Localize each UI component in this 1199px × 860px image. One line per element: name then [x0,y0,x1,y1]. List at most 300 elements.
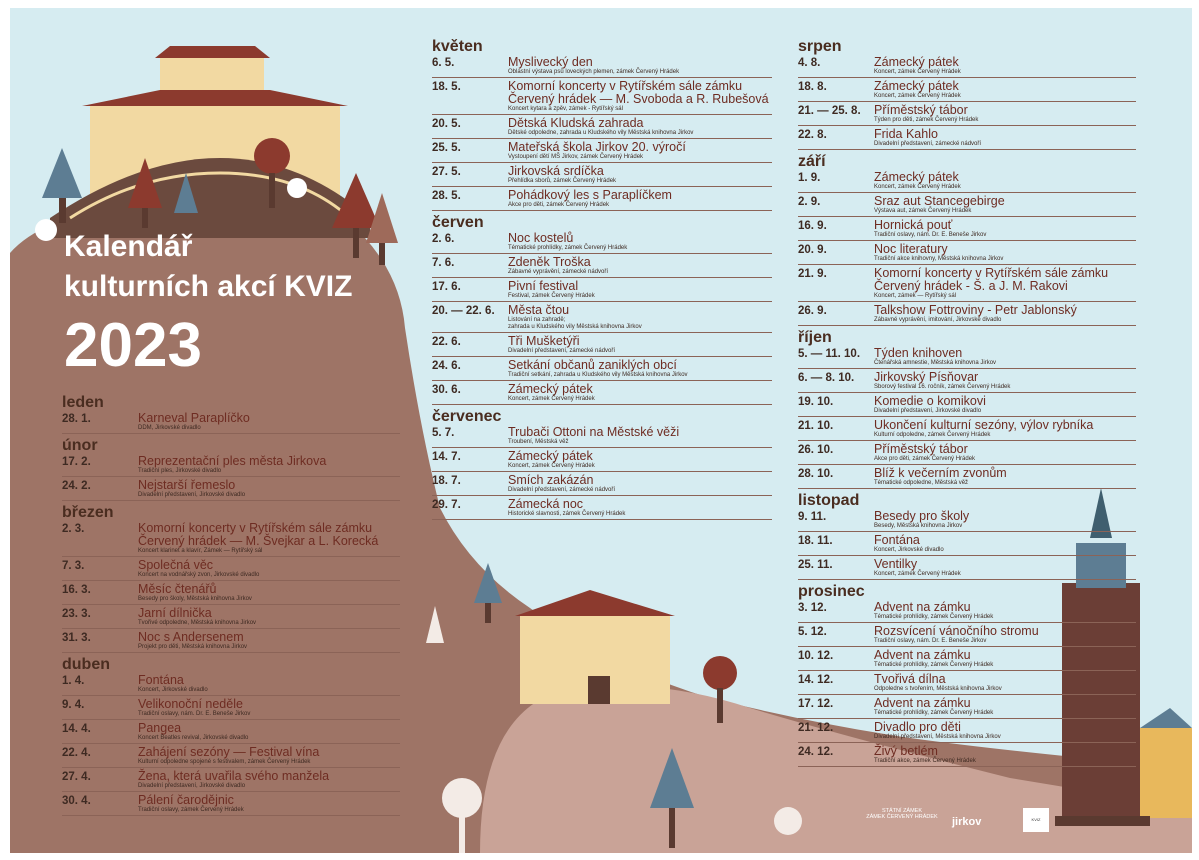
event-detail: Týden pro děti, zámek Červený Hrádek [874,117,979,123]
event-row [798,625,1136,647]
month-heading: únor [62,437,98,454]
event-date: 1. 4. [62,675,85,687]
event-date: 2. 3. [62,523,85,535]
poster-title: Kalendář [64,230,193,263]
event-name: Noc literatury [874,242,948,256]
event-name: Města čtou [508,303,570,317]
event-name: Zámecký pátek [508,382,593,396]
month-heading: červenec [432,408,502,425]
event-row [62,794,400,816]
event-row [62,698,400,720]
event-date: 21. 10. [798,420,834,432]
event-detail: Koncert, zámek Červený Hrádek [874,93,961,99]
event-name: Pivní festival [508,279,579,293]
calendar-column-1 [62,391,400,818]
event-name: Trubači Ottoni na Městské věži [508,425,680,439]
event-row [62,722,400,744]
event-row [798,371,1136,393]
event-detail: Odpoledne s tvořením, Městská knihovna Jirkov [874,686,1002,692]
event-body [508,426,772,446]
event-name: Frida Kahlo [874,127,938,141]
event-detail: Koncert kytara a zpěv, zámek - Rytířský sál [508,106,623,112]
event-detail: Tradiční oslavy, nám. Dr. E. Beneše Jirkov [138,711,251,717]
event-name: Setkání občanů zaniklých obcí [508,358,677,372]
event-date: 21. — 25. 8. [798,105,861,117]
event-date: 25. 5. [432,142,461,154]
event-body [508,450,772,470]
event-name: Divadlo pro děti [874,720,961,734]
event-date: 6. 5. [432,57,455,69]
event-body [508,232,772,252]
event-row [798,219,1136,241]
event-row [798,195,1136,217]
castle-logo-line2: ZÁMEK ČERVENÝ HRÁDEK [866,814,938,820]
event-detail: Historické slavnosti, zámek Červený Hrádek [508,511,626,517]
event-row [798,558,1136,580]
event-row [798,419,1136,441]
event-name: Jirkovská srdíčka [508,164,604,178]
event-date: 2. 9. [798,196,821,208]
event-detail: Divadelní představení, zámecké nádvoří [508,487,616,493]
event-name: Fontána [874,533,920,547]
event-date: 22. 8. [798,129,827,141]
event-date: 18. 8. [798,81,827,93]
event-row [798,128,1136,150]
event-detail: Koncert, zámek Červený Hrádek [508,463,595,469]
event-detail: Sborový festival 16. ročník, zámek Červený Hrádek [874,384,1011,390]
event-row [432,165,772,187]
event-detail: Kulturní odpoledne, zámek Červený Hrádek [874,432,991,438]
event-detail: Kulturní odpoledne spojené s festivalem, zámek Červený Hrádek [138,759,311,765]
event-body [138,794,400,814]
event-name: Ukončení kulturní sezóny, výlov rybníka [874,418,1094,432]
event-name: Společná věc [138,558,214,572]
event-body [874,558,1136,578]
event-body [874,534,1136,554]
event-detail: Tradiční oslavy, nám. Dr. E. Beneše Jirkov [874,638,987,644]
event-row [798,649,1136,671]
event-row [432,80,772,115]
event-date: 21. 12. [798,722,834,734]
event-name: Myslivecký den [508,55,593,69]
event-detail: Tradiční setkání, zahrada u Kludského vily Městská knihovna Jirkov [508,372,688,378]
event-row [62,583,400,605]
event-body [138,522,400,555]
event-row [798,534,1136,556]
event-body [874,128,1136,148]
event-body [508,498,772,518]
event-name: Hornická pouť [874,218,953,232]
event-body [138,698,400,718]
event-date: 5. 12. [798,626,827,638]
event-detail: Tradiční akce, zámek Červený Hrádek [874,758,976,764]
event-detail: Divadelní představení, Jirkovské divadlo [138,783,246,789]
event-row [798,243,1136,265]
event-name: Příměstský tábor [874,103,968,117]
event-row [62,522,400,557]
event-detail: Čtenářská amnestie, Městská knihovna Jirkov [874,360,997,366]
event-detail: Divadelní představení, Jirkovské divadlo [138,492,246,498]
event-row [432,232,772,254]
event-detail: Tradiční oslavy, zámek Červený Hrádek [138,807,244,813]
event-name: Dětská Kludská zahrada [508,116,644,130]
event-date: 9. 11. [798,511,827,523]
event-body [508,383,772,403]
event-name: Zámecký pátek [874,170,959,184]
event-date: 4. 8. [798,57,821,69]
event-name-line2: Červený hrádek — M. Svoboda a R. Rubešová [508,92,769,106]
event-date: 21. 9. [798,268,827,280]
event-name: Zámecký pátek [874,55,959,69]
event-body [874,697,1136,717]
jirkov-logo: jirkov [952,816,982,828]
event-name: Ventilky [874,557,918,571]
event-detail: Tématické prohlídky, zámek Červený Hrádek [874,710,994,716]
event-date: 30. 4. [62,795,91,807]
event-row [432,335,772,357]
event-row [432,383,772,405]
event-body [508,80,772,113]
event-body [138,412,400,432]
event-detail: Přehlídka sborů, zámek Červený Hrádek [508,178,617,184]
event-body [508,165,772,185]
event-body [138,722,400,742]
event-name: Žena, která uvařila svého manžela [138,769,330,783]
event-detail: Projekt pro děti, Městská knihovna Jirkov [138,644,248,650]
event-name: Zahájení sezóny — Festival vína [138,745,320,759]
event-body [874,745,1136,765]
event-body [508,117,772,137]
event-detail: Divadelní představení, Jirkovské divadlo [874,408,982,414]
event-detail: Koncert, zámek — Rytířský sál [874,293,957,299]
month-heading: srpen [798,38,842,55]
event-body [874,304,1136,324]
event-detail: Oblastní výstava psů loveckých plemen, zámek Červený Hrádek [508,69,680,75]
event-name: Tvořivá dílna [874,672,946,686]
event-date: 27. 4. [62,771,91,783]
event-date: 28. 10. [798,468,834,480]
event-body [874,649,1136,669]
event-detail: Vystoupení dětí MŠ Jirkov, zámek Červený Hrádek [508,154,644,160]
event-detail: Troubení, Městská věž [508,439,569,445]
event-name: Zámecký pátek [874,79,959,93]
event-date: 1. 9. [798,172,821,184]
event-row [62,631,400,653]
event-body [874,371,1136,391]
event-name: Besedy pro školy [874,509,970,523]
event-date: 18. 7. [432,475,461,487]
event-body [508,304,772,331]
event-name: Pálení čarodějnic [138,793,234,807]
event-body [508,141,772,161]
event-date: 28. 5. [432,190,461,202]
event-detail: Divadelní představení, zámecké nádvoří [508,348,616,354]
event-name: Komedie o komikovi [874,394,986,408]
event-date: 3. 12. [798,602,827,614]
event-detail: Dětské odpoledne, zahrada u Kludského vily Městská knihovna Jirkov [508,130,694,136]
month-heading: říjen [798,329,832,346]
event-body [508,256,772,276]
event-detail-line2: zahrada u Kludského vily Městská knihovna Jirkov [508,324,642,330]
event-detail: Koncert Beatles revival, Jirkovské divadlo [138,735,249,741]
event-name: Mateřská škola Jirkov 20. výročí [508,140,686,154]
event-row [798,697,1136,719]
event-name: Živý betlém [874,744,938,758]
event-date: 14. 7. [432,451,461,463]
event-body [138,559,400,579]
event-date: 18. 11. [798,535,833,547]
event-date: 23. 3. [62,608,91,620]
event-row [62,559,400,581]
castle-logo [866,808,938,820]
event-body [138,583,400,603]
event-detail: Divadelní představení, zámecké nádvoří [874,141,982,147]
event-row [798,267,1136,302]
event-detail: Koncert, zámek Červený Hrádek [874,184,961,190]
event-name: Reprezentační ples města Jirkova [138,454,327,468]
event-name: Komorní koncerty v Rytířském sále zámku [874,266,1109,280]
event-body [874,625,1136,645]
event-date: 24. 2. [62,480,91,492]
event-date: 27. 5. [432,166,461,178]
event-name: Tři Mušketýři [508,334,580,348]
event-name: Advent na zámku [874,696,971,710]
event-body [874,104,1136,124]
event-row [432,498,772,520]
month-heading: září [798,153,826,170]
event-row [432,474,772,496]
event-name: Advent na zámku [874,648,971,662]
month-heading: červen [432,214,484,231]
event-name: Rozsvícení vánočního stromu [874,624,1039,638]
event-row [62,674,400,696]
month-heading: prosinec [798,583,865,600]
castle-logo-line1: STÁTNÍ ZÁMEK [881,808,923,814]
event-detail: Koncert, Jirkovské divadlo [874,547,944,553]
event-date: 5. 7. [432,427,455,439]
event-name: Nejstarší řemeslo [138,478,236,492]
event-date: 10. 12. [798,650,834,662]
event-date: 29. 7. [432,499,461,511]
event-detail: Koncert na vodnářský zvon, Jirkovské divadlo [138,572,260,578]
event-row [798,467,1136,489]
event-row [432,304,772,333]
event-name: Velikonoční neděle [138,697,243,711]
event-detail: Tématické prohlídky, zámek Červený Hrádek [874,614,994,620]
event-name: Noc s Andersenem [138,630,244,644]
event-date: 16. 3. [62,584,91,596]
event-detail: Výstava aut, zámek Červený Hrádek [874,208,972,214]
event-name: Blíž k večerním zvonům [874,466,1007,480]
event-detail: Zábavné vyprávění, zámecké nádvoří [508,269,609,275]
event-date: 19. 10. [798,396,834,408]
month-heading: leden [62,394,104,411]
event-row [62,455,400,477]
event-detail: Tradiční akce knihovny, Městská knihovna Jirkov [874,256,1004,262]
event-body [874,347,1136,367]
event-date: 24. 12. [798,746,834,758]
event-detail: Besedy, Městská knihovna Jirkov [874,523,963,529]
event-body [138,631,400,651]
event-row [798,673,1136,695]
event-detail: Divadelní představení, Městská knihovna Jirkov [874,734,1001,740]
event-detail: Zábavné vyprávění, imitování, Jirkovské divadlo [874,317,1002,323]
poster-year: 2023 [64,311,202,380]
month-heading: březen [62,504,114,521]
event-date: 24. 6. [432,360,461,372]
event-name: Jarní dílnička [138,606,212,620]
event-name: Fontána [138,673,184,687]
event-row [432,359,772,381]
event-date: 17. 2. [62,456,91,468]
event-row [432,426,772,448]
event-name: Pangea [138,721,182,735]
event-date: 7. 3. [62,560,85,572]
event-date: 31. 3. [62,632,91,644]
manor-illustration [515,590,675,704]
event-body [874,419,1136,439]
event-date: 9. 4. [62,699,85,711]
event-body [138,746,400,766]
event-row [432,189,772,211]
event-row [798,395,1136,417]
event-date: 7. 6. [432,257,455,269]
event-row [798,347,1136,369]
event-detail: Koncert, zámek Červený Hrádek [508,396,595,402]
event-date: 20. 5. [432,118,461,130]
event-body [138,607,400,627]
event-detail: Tématické prohlídky, zámek Červený Hrádek [874,662,994,668]
event-date: 18. 5. [432,81,461,93]
event-name: Pohádkový les s Paraplíčkem [508,188,672,202]
event-body [874,673,1136,693]
event-row [432,117,772,139]
event-body [874,171,1136,191]
event-row [62,412,400,434]
event-detail: Tvořivé odpoledne, Městská knihovna Jirkov [138,620,257,626]
event-name: Zámecký pátek [508,449,593,463]
event-row [798,721,1136,743]
poster-subtitle: kulturních akcí KVIZ [64,270,353,303]
event-row [798,510,1136,532]
event-detail: Listování na zahradě; [508,317,566,323]
event-detail: DDM, Jirkovské divadlo [138,425,201,431]
event-date: 25. 11. [798,559,833,571]
event-date: 17. 12. [798,698,834,710]
event-detail: Tématické prohlídky, zámek Červený Hrádek [508,245,628,251]
event-name: Příměstský tábor [874,442,968,456]
event-name: Komorní koncerty v Rytířském sále zámku [508,79,743,93]
event-body [874,195,1136,215]
event-body [508,280,772,300]
month-heading: duben [62,656,110,673]
calendar-column-2 [432,35,772,522]
event-body [874,443,1136,463]
event-body [508,189,772,209]
event-date: 22. 4. [62,747,91,759]
event-name: Smích zakázán [508,473,594,487]
event-date: 2. 6. [432,233,455,245]
event-row [798,56,1136,78]
event-name: Komorní koncerty v Rytířském sále zámku [138,521,373,535]
event-row [798,104,1136,126]
event-date: 16. 9. [798,220,827,232]
event-name: Advent na zámku [874,600,971,614]
event-row [62,479,400,501]
event-body [138,479,400,499]
event-body [874,80,1136,100]
event-body [874,243,1136,263]
event-row [798,601,1136,623]
event-name: Týden knihoven [874,346,963,360]
event-name: Jirkovský Písňovar [874,370,979,384]
event-row [798,304,1136,326]
event-detail: Koncert klarinet a klavír, Zámek — Rytířský sál [138,548,263,554]
event-name: Zdeněk Troška [508,255,591,269]
event-row [798,171,1136,193]
event-date: 14. 4. [62,723,91,735]
event-detail: Akce pro děti, zámek Červený Hrádek [874,456,976,462]
event-row [798,443,1136,465]
event-body [874,601,1136,621]
event-body [874,467,1136,487]
event-detail: Koncert, zámek Červený Hrádek [874,571,961,577]
event-body [508,359,772,379]
event-row [432,256,772,278]
event-row [62,607,400,629]
event-name: Noc kostelů [508,231,574,245]
event-name: Zámecká noc [508,497,584,511]
event-date: 6. — 8. 10. [798,372,855,384]
event-row [432,280,772,302]
event-body [874,721,1136,741]
event-body [138,674,400,694]
event-detail: Besedy pro školy, Městská knihovna Jirkov [138,596,252,602]
event-name: Karneval Paraplíčko [138,411,250,425]
event-body [874,510,1136,530]
event-body [874,56,1136,76]
calendar-column-3 [798,35,1136,769]
event-date: 20. — 22. 6. [432,305,495,317]
event-detail: Tradiční oslavy, nám. Dr. E. Beneše Jirkov [874,232,987,238]
event-detail: Koncert, Jirkovské divadlo [138,687,208,693]
event-detail: Tématické odpoledne, Městská věž [874,480,969,486]
event-date: 26. 9. [798,305,827,317]
event-body [874,395,1136,415]
event-name-line2: Červený hrádek — M. Švejkar a L. Korecká [138,534,379,548]
castle-illustration [50,46,370,238]
event-date: 5. — 11. 10. [798,348,861,360]
event-body [138,770,400,790]
event-date: 26. 10. [798,444,834,456]
event-row [798,80,1136,102]
event-date: 20. 9. [798,244,827,256]
event-name: Talkshow Fottroviny - Petr Jablonský [874,303,1077,317]
event-name-line2: Červený hrádek - Š. a J. M. Rakovi [874,279,1068,293]
event-detail: Akce pro děti, zámek Červený Hrádek [508,202,610,208]
event-date: 22. 6. [432,336,461,348]
poster [10,8,1192,853]
event-body [508,56,772,76]
event-detail: Koncert, zámek Červený Hrádek [874,69,961,75]
event-date: 28. 1. [62,413,91,425]
event-detail: Tradiční ples, Jirkovské divadlo [138,468,222,474]
event-body [874,219,1136,239]
event-detail: Festival, zámek Červený Hrádek [508,293,595,299]
event-name: Měsíc čtenářů [138,582,217,596]
event-row [798,745,1136,767]
event-date: 30. 6. [432,384,461,396]
